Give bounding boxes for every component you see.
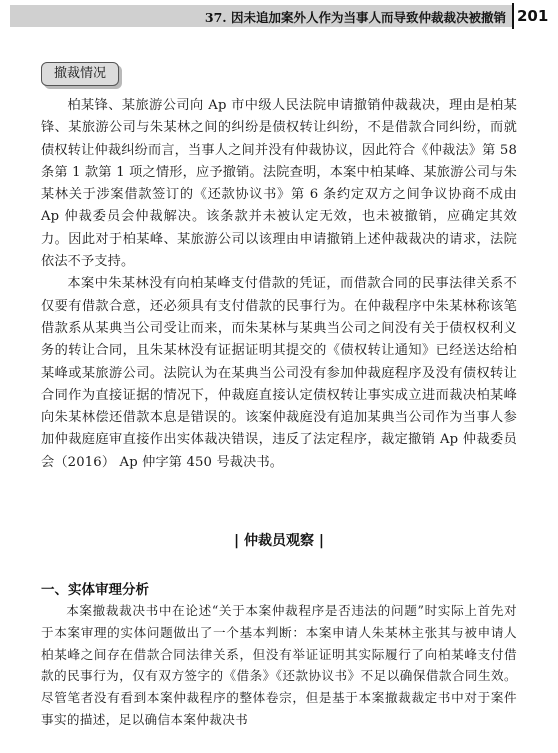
paragraph: 本案撤裁裁决书中在论述“关于本案仲裁程序是否违法的问题”时实际上首先对于本案审理的实体问题做出了一个基本判断：本案申请人朱某林主张其与被申请人柏某峰之间存在借款合同法律关系，但没有举证证明其实际履行了向柏某峰支付借款的民事行为，仅有双方签字的《借条》《还款协议书》不足以确保借款合同生效。尽管笔者没有看到本案仲裁程序的整体卷宗，但是基于本案撤裁裁定书中对于案件事实的描述，足以确信本案仲裁决书 bbox=[41, 603, 517, 727]
header-title: 37. 因未追加案外人作为当事人而导致仲裁裁决被撤销 bbox=[204, 10, 506, 25]
center-heading: | 仲裁员观察 | bbox=[234, 533, 324, 549]
header-separator bbox=[512, 3, 514, 29]
sub-heading: 一、实体审理分析 bbox=[41, 582, 149, 598]
page-header bbox=[0, 0, 558, 34]
commentary-text bbox=[41, 600, 517, 731]
body-text bbox=[41, 95, 517, 474]
paragraph: 本案中朱某林没有向柏某峰支付借款的凭证，而借款合同的民事法律关系不仅要有借款合意，还必须具有支付借款的民事行为。在仲裁程序中朱某林称该笔借款系从某典当公司受让而来，而朱某林与某典当公司之间没有关于债权权利义务的转让合同，且朱某林没有证据证明其提交的《债权转让通知》已经送达给柏某峰或某旅游公司。法院认为在某典当公司没有参加仲裁庭程序及没有债权转让合同作为直接证据的情况下，仲裁庭直接认定债权转让事实成立进而裁决柏某峰向朱某林偿还借款本息是错误的。该案仲裁庭没有追加某典当公司作为当事人参加仲裁庭庭审直接作出实体裁决错误，违反了法定程序，裁定撤销 Ap 仲裁委员会（2016） Ap 仲字第 450 号裁决书。 bbox=[41, 276, 517, 470]
page-number: 201 bbox=[517, 7, 549, 25]
section-tag: 撤裁情况 bbox=[41, 62, 119, 86]
paragraph: 柏某锋、某旅游公司向 Ap 市中级人民法院申请撤销仲裁裁决，理由是柏某锋、某旅游公司与朱某林之间的纠纷是债权转让纠纷，不是借款合同纠纷，而就债权转让仲裁纠纷而言，当事人之间并没有仲裁协议，因此符合《仲裁法》第 58 条第 1 款第 1 项之情形，应予撤销。法院查明，本案中柏某峰、某旅游公司与朱某林关于涉案借款签订的《还款协议书》第 6 条约定双方之间争议协商不成由 Ap 仲裁委员会仲裁解决。该条款并未被认定无效，也未被撤销，应确定其效力。因此对于柏某峰、某旅游公司以该理由申请撤销上述仲裁裁决的请求，法院依法不予支持。 bbox=[41, 98, 517, 270]
